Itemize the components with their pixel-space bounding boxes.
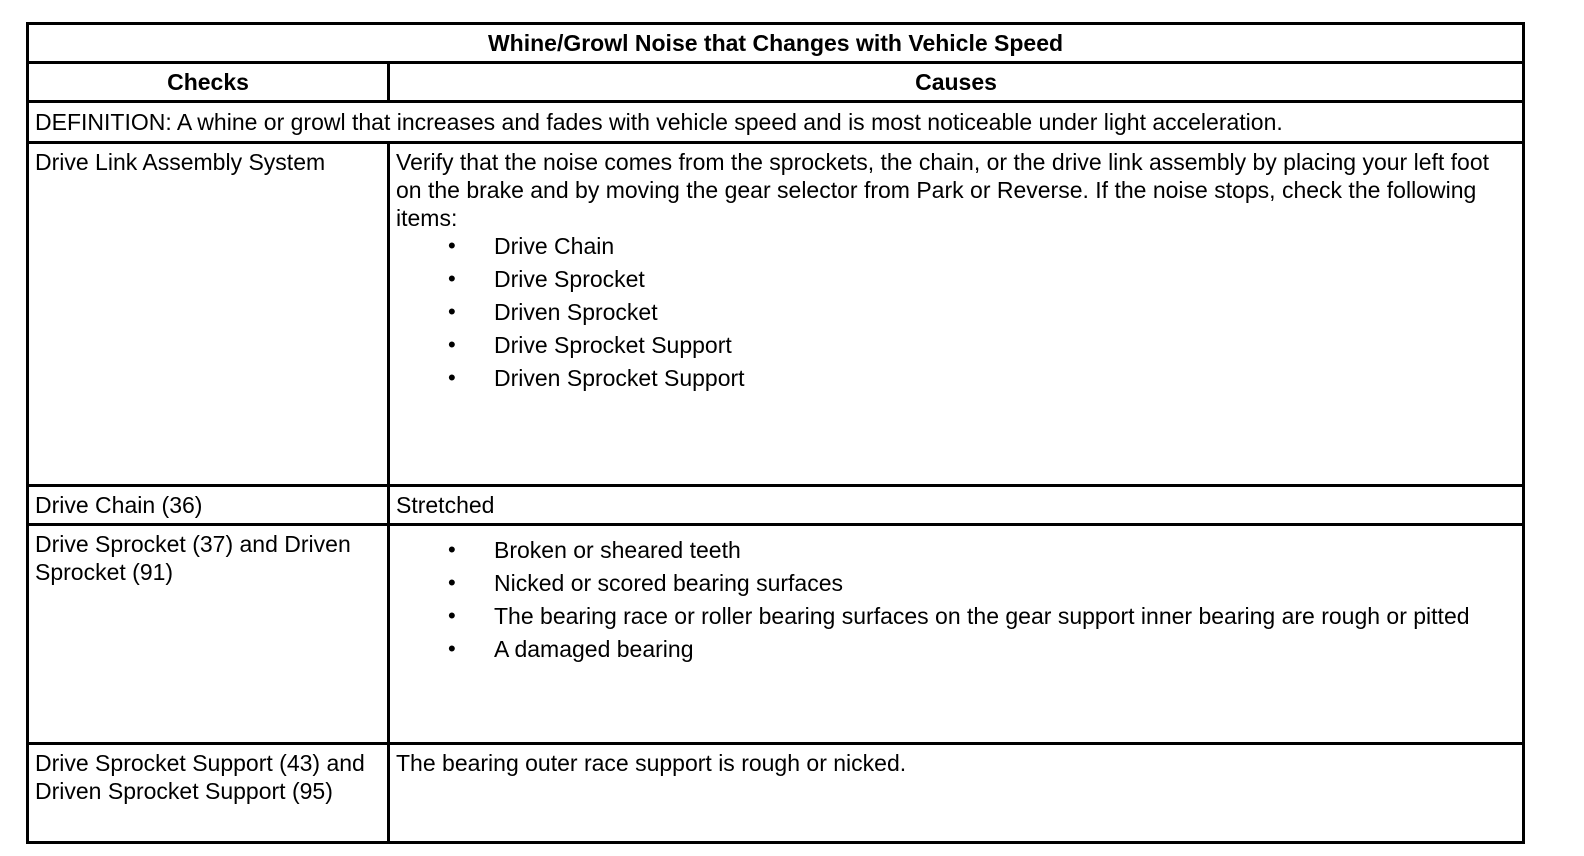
cause-list bbox=[396, 232, 1516, 392]
bullet-icon: • bbox=[448, 266, 456, 291]
list-item bbox=[396, 298, 1516, 326]
table-row bbox=[28, 744, 1524, 843]
bullet-icon: • bbox=[448, 603, 456, 628]
bullet-icon: • bbox=[448, 332, 456, 357]
check-cell: Drive Sprocket Support (43) and Driven Sprocket Support (95) bbox=[28, 744, 389, 843]
list-item bbox=[396, 232, 1516, 260]
list-item-text: Drive Sprocket Support bbox=[494, 332, 732, 358]
cause-cell: The bearing outer race support is rough or nicked. bbox=[389, 744, 1524, 843]
check-cell: Drive Chain (36) bbox=[28, 486, 389, 525]
title-row bbox=[28, 24, 1524, 63]
cause-intro-text: Verify that the noise comes from the sprockets, the chain, or the drive link assembly by placing your left foot on the brake and by moving the gear selector from Park or Reverse. If the noise stops, check the following items: bbox=[396, 149, 1490, 231]
diagnostic-table bbox=[26, 22, 1525, 844]
list-item bbox=[396, 569, 1516, 597]
check-cell: Drive Link Assembly System bbox=[28, 143, 389, 486]
bullet-icon: • bbox=[448, 299, 456, 324]
list-item bbox=[396, 602, 1516, 630]
list-item-text: The bearing race or roller bearing surfaces on the gear support inner bearing are rough or pitted bbox=[494, 603, 1470, 629]
list-item-text: Broken or sheared teeth bbox=[494, 537, 741, 563]
bullet-icon: • bbox=[448, 233, 456, 258]
cause-list bbox=[396, 536, 1516, 663]
bullet-icon: • bbox=[448, 365, 456, 390]
table-row bbox=[28, 143, 1524, 486]
definition-text: DEFINITION: A whine or growl that increases and fades with vehicle speed and is most noticeable under light acceleration. bbox=[28, 102, 1524, 143]
bullet-icon: • bbox=[448, 636, 456, 661]
cause-cell bbox=[389, 525, 1524, 744]
list-item bbox=[396, 536, 1516, 564]
list-item-text: Nicked or scored bearing surfaces bbox=[494, 570, 843, 596]
list-item-text: Drive Chain bbox=[494, 233, 615, 259]
table-title: Whine/Growl Noise that Changes with Vehicle Speed bbox=[28, 24, 1524, 63]
list-item bbox=[396, 331, 1516, 359]
list-item-text: A damaged bearing bbox=[494, 636, 694, 662]
check-cell: Drive Sprocket (37) and Driven Sprocket (91) bbox=[28, 525, 389, 744]
list-item-text: Driven Sprocket bbox=[494, 299, 658, 325]
table-row bbox=[28, 525, 1524, 744]
bullet-icon: • bbox=[448, 570, 456, 595]
list-item bbox=[396, 265, 1516, 293]
bullet-icon: • bbox=[448, 537, 456, 562]
definition-row bbox=[28, 102, 1524, 143]
list-item bbox=[396, 364, 1516, 392]
list-item-text: Driven Sprocket Support bbox=[494, 365, 745, 391]
table-row bbox=[28, 486, 1524, 525]
cause-cell bbox=[389, 143, 1524, 486]
list-item bbox=[396, 635, 1516, 663]
list-item-text: Drive Sprocket bbox=[494, 266, 645, 292]
cause-cell: Stretched bbox=[389, 486, 1524, 525]
checks-header: Checks bbox=[28, 63, 389, 102]
causes-header: Causes bbox=[389, 63, 1524, 102]
header-row bbox=[28, 63, 1524, 102]
